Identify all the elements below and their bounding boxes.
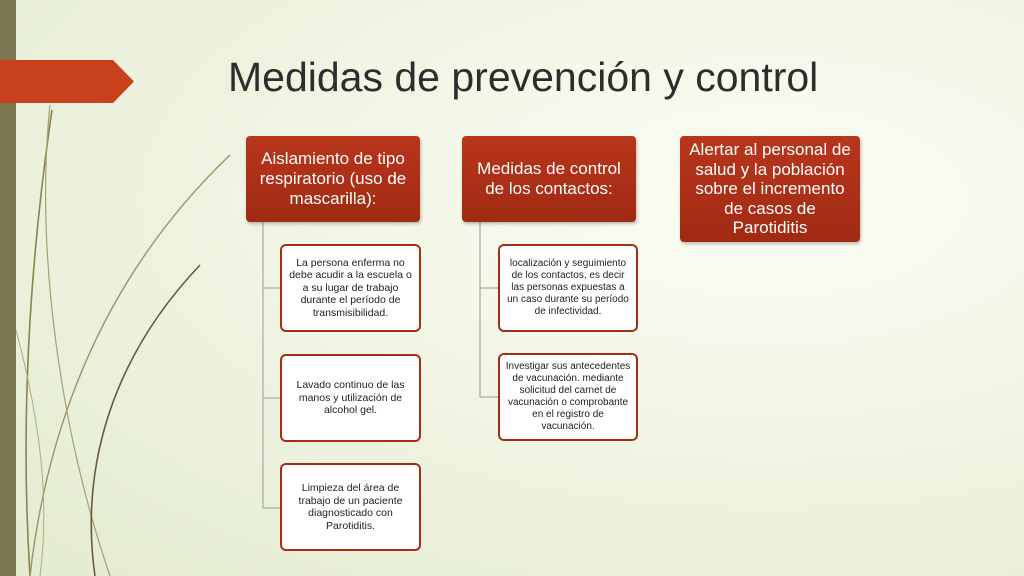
branch-alert-label: Alertar al personal de salud y la población sobre el incremento de casos de Parotiditis	[689, 140, 851, 238]
branch-isolation	[246, 136, 420, 222]
isolation-child-cleaning: Limpieza del área de trabajo de un paciente diagnosticado con Parotiditis.	[280, 463, 421, 551]
branch-alert	[680, 136, 860, 242]
branch-contacts-label: Medidas de control de los contactos:	[477, 159, 621, 198]
isolation-child-handwashing: Lavado continuo de las manos y utilización de alcohol gel.	[280, 354, 421, 442]
branch-contacts	[462, 136, 636, 222]
contacts-child-tracking: localización y seguimiento de los contactos, es decir las personas expuestas a un caso durante su período de infectividad.	[498, 244, 638, 332]
title-arrow-icon	[0, 60, 134, 103]
slide-title: Medidas de prevención y control	[228, 54, 819, 100]
contacts-child-vaccination: Investigar sus antecedentes de vacunación. mediante solicitud del carnet de vacunación o comprobante en el registro de vacunación.	[498, 353, 638, 441]
branch-isolation-label: Aislamiento de tipo respiratorio (uso de mascarilla):	[259, 149, 407, 208]
isolation-child-stay-home: La persona enferma no debe acudir a la escuela o a su lugar de trabajo durante el período de transmisibilidad.	[280, 244, 421, 332]
